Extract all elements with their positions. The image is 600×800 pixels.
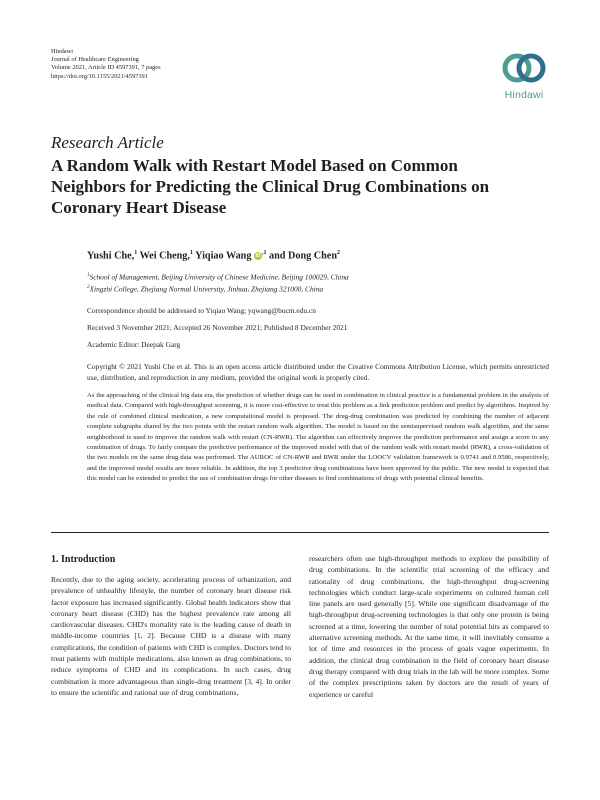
author-name: Yushi Che, xyxy=(87,250,135,262)
affiliation: $^1$School of Management, Beijing University of Chinese Medicine, Beijing 100029, China xyxy=(87,272,349,282)
section-divider xyxy=(51,532,549,533)
author-list xyxy=(87,250,340,261)
intro-column-right: researchers often use high-throughput methods to explore the possibility of drug combinations. In the scientific trial screening of the efficacy and rationality of drug combinations, the high-throughput drug-screening technologies which conduct large-scale experiments on cultured human cell line panels are used generally [5]. While one significant disadvantage of the high-throughput drug-screening technologies is that only one protein is being screened at a time, lowering the number of total potential hits as compared to alternative screening methods. At the same time, it will inevitably consume a lot of time and resources in the process of goals vague experiments. In addition, the clinical drug combination in the field of coronary heart disease drug therapy compared with drug trials in the lab will be more complex. Some of the complex prescriptions taken by doctors are the result of years of experience or careful xyxy=(309,554,549,699)
intro-column-left: Recently, due to the aging society, accelerating process of urbanization, and prevalence of unhealthy lifestyle, the number of coronary heart disease risk factor exposure has increased significantly. Global health indicators show that coronary heart disease (CHD) has the highest prevalence rate among all cardiovascular diseases. CHD's mortality rate is the leading cause of death in middle-income countries [1, 2]. Because CHD is a disease with many complications, the condition of patients with CHD is complex. Doctors tend to treat patients with multiple medications, also known as drug combinations, to reduce symptoms of CHD and its complications. In such cases, drug combination is more advantageous than single-drug treatment [3, 4]. In order to ensure the scientific and rational use of drug combinations, xyxy=(51,575,291,697)
journal-header xyxy=(51,48,161,81)
publication-dates: Received 3 November 2021; Accepted 26 November 2021; Published 8 December 2021 xyxy=(87,323,348,332)
doi-link[interactable]: https://doi.org/10.1155/2021/4597391 xyxy=(51,72,148,80)
author-affil-mark: ,1 xyxy=(262,250,267,256)
affiliations xyxy=(87,271,349,295)
author-name: Wei Cheng, xyxy=(139,250,190,262)
article-title: A Random Walk with Restart Model Based on Common Neighbors for Predicting the Clinical Drug Combinations on Coronary Heart Disease xyxy=(51,156,490,217)
author-affil-mark: 2 xyxy=(337,250,340,256)
author-affil-mark: 1 xyxy=(134,250,138,256)
article-type: Research Article xyxy=(51,133,164,152)
author-name: and Dong Chen xyxy=(269,250,337,262)
abstract: As the approaching of the clinical big data era, the prediction of whether drugs can be used in combination in clinical practice is a fundamental problem in the analysis of medical data. Compared with high-throughput screening, it is more cost-effective to treat this problem as a link prediction problem and predict by algorithms. Inspired by the rule of combined clinical medication, a new computational model is proposed. The drug-drug combination was predicted by combining the number of adjacent complete subgraphs shared by the two points with the restart random walk algorithm. The model is based on the semisupervised random walk algorithm, and the same neighborhood is used to improve the random walk with restart (CN-RWR). The algorithm can effectively improve the prediction performance and assign a score to any combination of drugs. To fairly compare the predictive performance of the improved model with that of the random walk with restart model (RWR), a cross-validation of the two models on the same drug data was performed. The AUROC of CN-RWR and RWR under the LOOCV validation framework is 0.9741 and 0.9586, respectively, and the improved model results are more reliable. In addition, the top 3 predictive drug combinations have been approved by the public. The new model is expected that this model can be extended to predict the use of combination drugs for other diseases to find combinations of drugs with potential clinical benefits. xyxy=(87,392,549,483)
copyright-notice: Copyright © 2021 Yushi Che et al. This is an open access article distributed under the Creative Commons Attribution License, which permits unrestricted use, distribution, and reproduction in any medium, provided the original work is properly cited. xyxy=(87,362,549,382)
correspondence: Correspondence should be addressed to Yiqiao Wang; yqwang@bucm.edu.cn xyxy=(87,306,316,315)
volume-info: Volume 2021, Article ID 4597391, 7 pages xyxy=(51,64,161,72)
section-heading: 1. Introduction xyxy=(51,554,116,565)
publisher-name: Hindawi xyxy=(51,48,74,55)
journal-name: Journal of Healthcare Engineering xyxy=(51,56,139,64)
author-affil-mark: 1 xyxy=(189,250,193,256)
orcid-icon[interactable]: iD xyxy=(255,253,261,260)
author-name: Yiqiao Wang xyxy=(195,250,252,262)
hindawi-logo-text: Hindawi xyxy=(504,89,544,101)
academic-editor: Academic Editor: Deepak Garg xyxy=(87,340,181,349)
affiliation: $^2$Xingzhi College, Zhejiang Normal University, Jinhua, Zhejiang 321000, China xyxy=(87,284,324,294)
